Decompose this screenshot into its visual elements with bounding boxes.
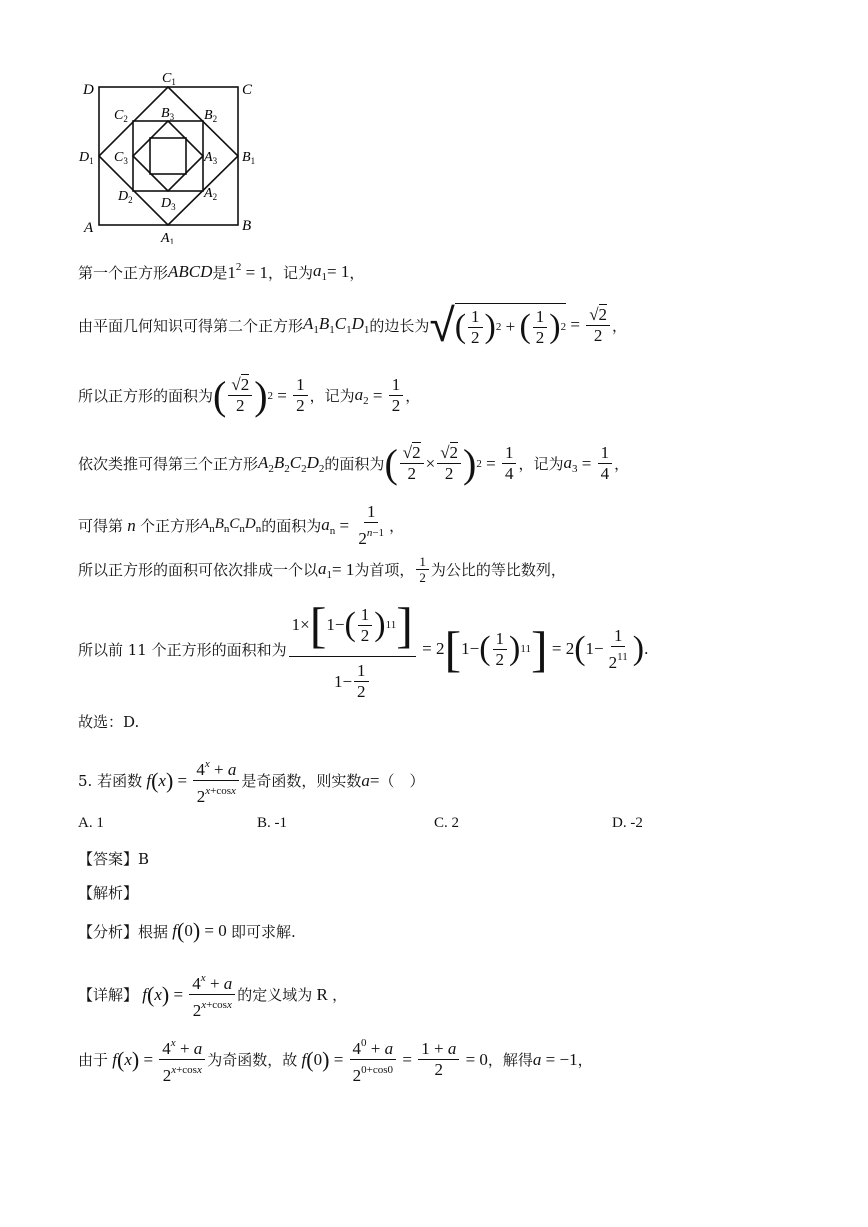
text: ， xyxy=(612,316,628,335)
choice-b[interactable]: B. -1 xyxy=(257,815,287,831)
text: 即可求解. xyxy=(231,922,296,941)
solution-line-7 xyxy=(78,596,648,702)
label-D2: $D_2$ xyxy=(118,189,133,205)
label-C2: $C_2$ xyxy=(114,108,128,124)
text: 所以前 11 个正方形的面积和为 xyxy=(78,640,287,659)
math-A1B1C1D1: $A_1B_1C_1D_1$ xyxy=(303,314,370,336)
text: 的定义域为 xyxy=(237,986,313,1004)
math-ratio: $\frac{1}{2}$ xyxy=(416,554,429,585)
label-D3: $D_3$ xyxy=(161,196,176,212)
text: 第一个正方形 xyxy=(78,263,169,282)
text: 【分析】根据 xyxy=(78,922,169,941)
math-a: a xyxy=(361,770,370,790)
text: ， xyxy=(405,387,421,405)
math-quarter: $\frac{1}{4}$ xyxy=(598,443,613,484)
math-a1: $a_1$ xyxy=(313,261,328,283)
math-f0-2: f xyxy=(297,1049,307,1069)
math-AnBnCnDn: $A_nB_nC_nD_n$ xyxy=(200,516,262,535)
text: 所以正方形的面积可依次排成一个以 xyxy=(78,561,319,579)
text: ，记为 xyxy=(268,263,314,282)
math-f0-eval: $\frac{4^0 + a}{2^{0+cos0}}$ xyxy=(350,1033,397,1086)
question-5: 5. 若函数 f ( x ) = $\frac{4^x + a}{2^{x+cosx}}$ 是奇函数，则实数 a = （ ） xyxy=(78,754,424,807)
math: = xyxy=(368,385,387,405)
text: 为首项， xyxy=(354,561,415,579)
label-A1: $A_1$ xyxy=(161,231,175,244)
math: = xyxy=(335,515,354,535)
math: = −1 xyxy=(541,1049,578,1069)
math-a2: $a_2$ xyxy=(354,384,369,407)
math-a3: $a_3$ xyxy=(563,452,578,475)
text: 可得第 xyxy=(78,517,124,535)
text: 的面积为 xyxy=(324,455,385,473)
math-an-value: $\frac{1}{2^{n-1}}$ xyxy=(358,502,385,548)
math-an: $a_n$ xyxy=(321,514,336,537)
label-A2: $A_2$ xyxy=(204,186,218,202)
nested-squares-figure xyxy=(76,64,266,244)
text: 5. 若函数 xyxy=(78,772,143,790)
solution-line-3 xyxy=(78,372,420,419)
math: = 1 xyxy=(332,559,355,579)
label-A: A xyxy=(84,220,94,236)
last-line: 由于 f ( x ) = $\frac{4^x + a}{2^{x+cosx}}$ 为奇函数，故 f ( 0 ) = $\frac{4^0 + a}{2^{0+cos0}}$ = $\frac{1 + a}{2}$ = 0 ，解得 a = −1 ， xyxy=(78,1033,593,1086)
text: （ ） xyxy=(379,772,425,790)
text: ，解得 xyxy=(487,1051,533,1069)
text: 个正方形 xyxy=(140,517,201,535)
math: = 1 xyxy=(327,262,350,281)
choice-d[interactable]: D. -2 xyxy=(612,815,643,831)
math-A2B2C2D2: $A_2B_2C_2D_2$ xyxy=(258,452,325,475)
label-D1: $D_1$ xyxy=(79,150,94,166)
label-B: B xyxy=(242,218,252,234)
label-B3: $B_3$ xyxy=(161,106,175,122)
math-area2: ( $\frac{√2}{2}$ ) 2 = $\frac{1}{2}$ xyxy=(213,372,310,419)
solution-line-6 xyxy=(78,554,566,585)
text: 【解析】 xyxy=(78,884,139,902)
math-R: R xyxy=(312,984,333,1004)
text: ， xyxy=(332,986,348,1004)
choice-c[interactable]: C. 2 xyxy=(434,815,460,831)
text: 为奇函数，故 xyxy=(207,1051,298,1069)
math-a1-eq: $a_1$ xyxy=(318,558,333,581)
solution-line-2 xyxy=(78,298,628,352)
label-C1: $C_1$ xyxy=(162,71,176,87)
analysis-heading xyxy=(78,882,138,903)
text: ， xyxy=(614,455,630,473)
answer-line xyxy=(78,848,149,869)
math-n: n xyxy=(123,515,141,535)
math-fx: f xyxy=(142,770,152,790)
text: 的面积为 xyxy=(261,517,322,535)
math-a-result: a xyxy=(532,1049,542,1069)
label-B2: $B_2$ xyxy=(204,108,218,124)
text: 所以正方形的面积为 xyxy=(78,387,214,405)
text: 为公比的等比数列， xyxy=(430,561,566,579)
solution-line-5 xyxy=(78,502,404,549)
text: ，记为 xyxy=(518,455,564,473)
math-half: $\frac{1}{2}$ xyxy=(389,375,404,416)
text: 是 xyxy=(212,263,228,282)
math-ABCD: ABCD xyxy=(168,262,213,281)
text: 是奇函数，则实数 xyxy=(241,772,362,790)
text: ，记为 xyxy=(309,387,355,405)
math-fx3-def: $\frac{4^x + a}{2^{x+cosx}}$ xyxy=(159,1033,205,1086)
math: = xyxy=(577,453,596,473)
math-f0-simpl: $\frac{1 + a}{2}$ xyxy=(418,1039,459,1080)
label-B1: $B_1$ xyxy=(242,150,256,166)
label-C: C xyxy=(242,82,253,98)
math-fx3: f xyxy=(108,1049,117,1069)
solution-line-8 xyxy=(78,711,139,732)
text: ， xyxy=(577,1051,593,1069)
math-1sq: $1^2 = 1$ xyxy=(227,261,269,282)
math-sqrt-side: √ ( $\frac{1}{2}$ ) 2 + ( $\frac{1}{2}$ ) 2 = $\frac{√2}{2}$ xyxy=(429,302,612,348)
solution-line-1 xyxy=(78,261,364,283)
text: 由于 xyxy=(78,1051,109,1069)
math-fx2-def: $\frac{4^x + a}{2^{x+cosx}}$ xyxy=(189,968,235,1021)
math-fx-def: $\frac{4^x + a}{2^{x+cosx}}$ xyxy=(193,754,239,807)
choice-a[interactable]: A. 1 xyxy=(78,815,104,831)
label-D: D xyxy=(83,82,94,98)
text: 【详解】 xyxy=(78,986,139,1004)
text: 由平面几何知识可得第二个正方形 xyxy=(78,316,304,335)
text: ， xyxy=(389,517,405,535)
detail-line: 【详解】 f ( x ) = $\frac{4^x + a}{2^{x+cosx}}$ 的定义域为 R ， xyxy=(78,968,347,1021)
math-area3: ( $\frac{√2}{2}$ × $\frac{√2}{2}$ ) 2 = $\frac{1}{4}$ xyxy=(384,440,518,487)
text: ， xyxy=(349,263,365,282)
math-fx2: f xyxy=(138,984,147,1004)
math: = xyxy=(369,770,380,790)
math-sum: 1× [ 1− ( $\frac{1}{2}$ ) 11 ] 1− $\frac{1}{2}$ = 2 [ 1− ( $\frac{1}{2}$ ) 11 ] = 2 ( 1− $\frac{1}{2^{11}}$ ) . xyxy=(287,596,649,702)
math-f0: f xyxy=(168,921,177,940)
fenxi-line: 【分析】根据 f ( 0 ) = 0 即可求解. xyxy=(78,918,296,943)
text: 故选：D. xyxy=(78,713,140,731)
text: 的边长为 xyxy=(369,316,430,335)
label-A3: $A_3$ xyxy=(204,150,218,166)
text: 依次类推可得第三个正方形 xyxy=(78,455,259,473)
solution-line-4 xyxy=(78,440,629,487)
text: 【答案】B xyxy=(78,850,150,868)
label-C3: $C_3$ xyxy=(114,150,128,166)
